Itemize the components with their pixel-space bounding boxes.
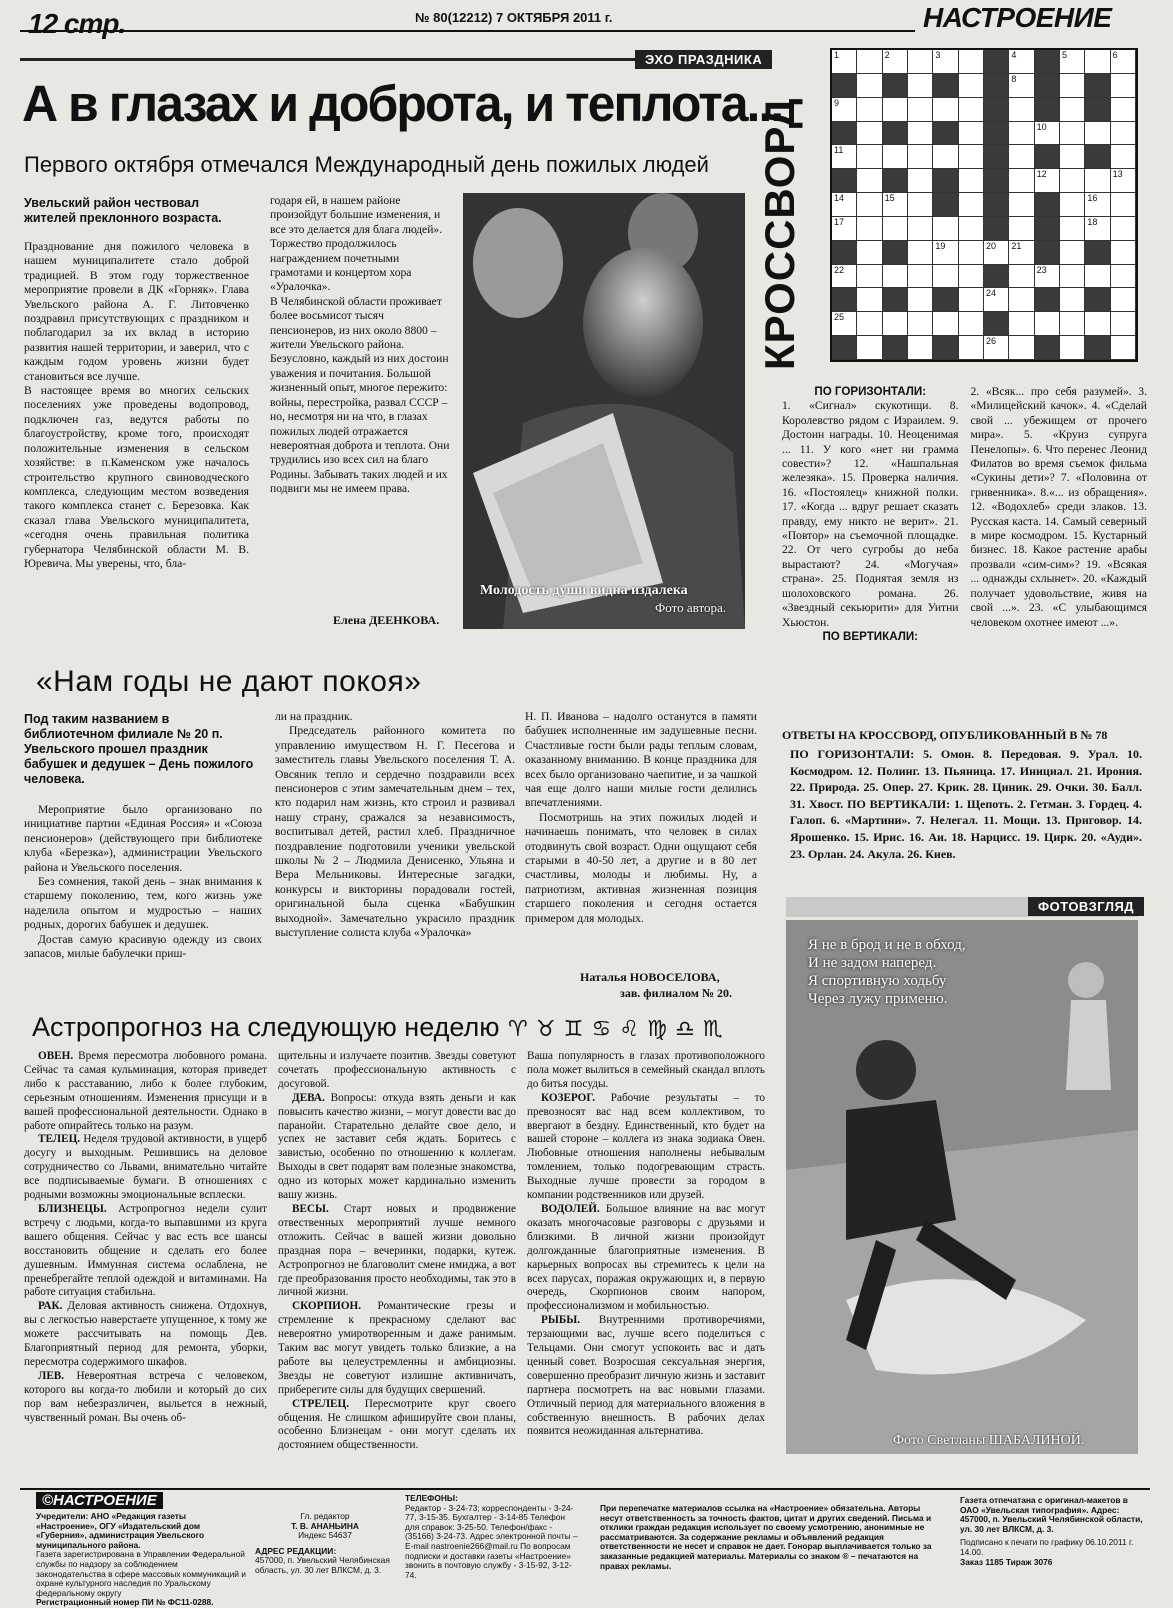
crossword-cell-number: 22 xyxy=(834,264,845,275)
crossword-cell[interactable] xyxy=(857,122,882,146)
crossword-cell[interactable] xyxy=(857,145,882,169)
crossword-cell[interactable] xyxy=(1060,265,1085,289)
crossword-cell[interactable] xyxy=(908,193,933,217)
crossword-cell[interactable] xyxy=(857,74,882,98)
crossword-cell[interactable] xyxy=(1111,288,1136,312)
crossword-cell-number: 4 xyxy=(1011,50,1017,60)
crossword-black-cell xyxy=(832,241,857,265)
crossword-cell[interactable] xyxy=(1009,288,1034,312)
crossword-cell[interactable] xyxy=(908,122,933,146)
footer-printed xyxy=(960,1496,1145,1567)
crossword-cell[interactable] xyxy=(908,98,933,122)
crossword-black-cell xyxy=(1085,241,1110,265)
crossword-cell[interactable] xyxy=(857,50,882,74)
crossword-cell[interactable] xyxy=(959,241,984,265)
crossword-cell[interactable] xyxy=(1060,288,1085,312)
crossword-black-cell xyxy=(1035,241,1060,265)
crossword-clues xyxy=(782,385,1147,644)
crossword-black-cell xyxy=(883,169,908,193)
zodiac-glyphs: ♈ ♉ ♊ ♋ ♌ ♍ ♎ ♏ xyxy=(508,1016,724,1041)
crossword-cell[interactable] xyxy=(1060,217,1085,241)
zodiac-sign-name: ОВЕН. xyxy=(38,1050,79,1062)
reg-number: Регистрационный номер ПИ № ФС11-0288. xyxy=(36,1597,214,1608)
photo2-credit: Фото Светланы ШАБАЛИНОЙ. xyxy=(893,1433,1085,1448)
crossword-cell[interactable] xyxy=(1111,193,1136,217)
crossword-black-cell xyxy=(984,193,1009,217)
page-number: 12 стр. xyxy=(28,8,126,39)
horoscope-text: Пересмотрите круг своего общения. Не слишком афишируйте свои планы, особенно Близнецам - они могут сделать их достоянием общественности. xyxy=(278,1397,516,1452)
crossword-black-cell xyxy=(984,50,1009,74)
crossword-cell-number: 19 xyxy=(935,240,946,251)
crossword-black-cell xyxy=(832,288,857,312)
paragraph: Посмотришь на этих пожилых людей и начинаешь понимать, что человек в силах отодвинуть свой возраст. Одни ощущают себя старыми в 40-50 лет, а другие и в 80 лет счастливы, молоды и любимы. Ну, а патриотизм, активная жизненная позиция старшего поколения и сегодня остается примером для молодых. xyxy=(525,810,757,925)
horoscope-text: Деловая активность снижена. Отдохнув, вы с легкостью наверстаете упущенное, к тому же можете рассчитывать на помощь Дев. Благоприятный период для ремонта, уборки, пересмотра содержимого шкафов. xyxy=(24,1300,268,1368)
crossword-cell[interactable] xyxy=(857,336,882,360)
crossword-cell[interactable] xyxy=(959,122,984,146)
zodiac-sign-name: СКОРПИОН. xyxy=(292,1300,378,1313)
crossword-cell[interactable] xyxy=(1009,74,1034,98)
zodiac-sign-name: ЛЕВ. xyxy=(38,1369,77,1382)
crossword-cell[interactable] xyxy=(832,50,857,74)
crossword-cell[interactable] xyxy=(933,145,958,169)
paragraph: годаря ей, в нашем районе произойдут большие изменения, и все это делается для блага людей». Торжество продолжилось награждением почетными грамотами и концертом хора «Уралочка». xyxy=(270,194,443,294)
across-title: ПО ГОРИЗОНТАЛИ: xyxy=(814,385,927,398)
horoscope-entry xyxy=(278,1300,516,1397)
crossword-cell[interactable] xyxy=(1060,241,1085,265)
crossword-black-cell xyxy=(933,336,958,360)
paragraph: Достав самую красивую одежду из своих запасов, милые бабулечки приш- xyxy=(24,932,262,961)
crossword-black-cell xyxy=(1085,288,1110,312)
crossword-cell[interactable] xyxy=(908,265,933,289)
address-label: АДРЕС РЕДАКЦИИ: xyxy=(255,1545,337,1556)
crossword-cell[interactable] xyxy=(883,98,908,122)
crossword-cell[interactable] xyxy=(933,50,958,74)
horoscope-entry xyxy=(527,1203,765,1314)
crossword-cell[interactable] xyxy=(883,145,908,169)
footer-phones xyxy=(405,1494,580,1580)
signed: Подписано к печати по графику 06.10.2011 г. 14.00. xyxy=(960,1537,1134,1557)
crossword-cell[interactable] xyxy=(1009,145,1034,169)
crossword-cell[interactable] xyxy=(857,169,882,193)
horoscope-text: щительны и излучаете позитив. Звезды советуют сочетать профессиональную активность с досуговой. xyxy=(278,1050,516,1090)
crossword-cell[interactable] xyxy=(1111,122,1136,146)
poem-line: И не задом наперед. xyxy=(808,955,937,971)
zodiac-sign-name: ДЕВА. xyxy=(292,1091,331,1104)
crossword-cell[interactable] xyxy=(1111,241,1136,265)
article2-col2 xyxy=(275,710,515,941)
crossword-cell[interactable] xyxy=(1035,169,1060,193)
crossword-black-cell xyxy=(933,122,958,146)
crossword-black-cell xyxy=(984,98,1009,122)
crossword-cell[interactable] xyxy=(1060,169,1085,193)
horoscope-text: Астропрогноз недели сулит встречу с людьми, когда-то выпавшими из круга вашего общения. Сейчас у вас есть все шансы восстановить общение и сделать его более душевным. Иммунная система ослаблена, не пренебрегайте теплой одеждой и витаминами. На работе ситуация стабильна. xyxy=(24,1202,267,1299)
horoscope-entry xyxy=(24,1300,267,1370)
crossword-black-cell xyxy=(1035,288,1060,312)
printed: Газета отпечатана с оригинал-макетов в ОАО «Увельская типография». Адрес: 457000, п. Увельский Челябинской области, ул. 30 лет ВЛКСМ, д. 3. xyxy=(960,1495,1143,1534)
horoscope-col3 xyxy=(527,1050,765,1439)
photo1-credit: Фото автора. xyxy=(655,600,726,615)
founders: Учредители: АНО «Редакция газеты «Настроение», ОГУ «Издательский дом «Губерния», администрация Увельского муниципального района. xyxy=(36,1511,205,1550)
crossword-cell[interactable] xyxy=(1060,312,1085,336)
crossword-cell-number: 15 xyxy=(884,193,895,204)
crossword-cell[interactable] xyxy=(1060,98,1085,122)
crossword-black-cell xyxy=(984,265,1009,289)
crossword-black-cell xyxy=(1085,336,1110,360)
crossword-black-cell xyxy=(883,241,908,265)
crossword-cell[interactable] xyxy=(908,288,933,312)
section-tag-echo: ЭХО ПРАЗДНИКА xyxy=(635,50,772,69)
crossword-cell-number: 8 xyxy=(1011,73,1017,84)
crossword-black-cell xyxy=(883,336,908,360)
index: Индекс 54637 xyxy=(298,1530,352,1541)
crossword-black-cell xyxy=(933,74,958,98)
crossword-cell[interactable] xyxy=(1035,265,1060,289)
zodiac-sign-name: СТРЕЛЕЦ. xyxy=(292,1397,365,1410)
horoscope-text: Внутренними противоречиями, терзающими вас, лучше всего поделиться с Тельцами. Они смогут успокоить вас и дать ценный совет. Возросшая сексуальная энергия, совершенно преобразит личную жизнь и заставит партнера посмотреть на вас новыми глазами. Отличный период для материального вложения в собственную внешность. В рабочих делах появится неожиданная альтернатива. xyxy=(527,1314,766,1438)
crossword-cell[interactable] xyxy=(908,217,933,241)
footer-reprint: При перепечатке материалов ссылка на «Настроение» обязательна. Авторы несут ответственность за точность фактов, цитат и других сведений. Письма и отклики граждан редакция использует по своему усмотрению, анонимные не рассматриваются. За содержание рекламы и объявлений редакция ответственности не несет и справок не дает. Гонорар выплачивается только за заказанные редакцией материалы. Материалы со знаком ® – печатаются на правах рекламы. xyxy=(600,1503,932,1571)
crossword-cell[interactable] xyxy=(1009,98,1034,122)
horoscope-text: Большое влияние на вас могут оказать многочасовые разговоры с друзьями и близкими. В личной жизни произойдут долгожданные благоприятные изменения. В карьерных вопросах вы стремитесь к цели на всех парусах, поражая окружающих и, в первую очередь, Скорпионов своим напором, профессионализмом и мобильностью. xyxy=(527,1202,766,1313)
footer-logo: ©НАСТРОЕНИЕ xyxy=(36,1492,163,1509)
crossword-black-cell xyxy=(1035,74,1060,98)
horoscope-text: Старт новых и продвижение отвественных мероприятий лучше немного отложить. Сейчас в вашей жизни довольно праздная пора – вечеринки, подарки, кутеж. Астропрогноз не благоволит смене имиджа, а вот где преобразования просто необходимы, так это в личной жизни. xyxy=(278,1202,516,1299)
crossword-cell-number: 9 xyxy=(834,97,840,108)
crossword-black-cell xyxy=(1085,98,1110,122)
crossword-cell-number: 1 xyxy=(834,50,840,60)
article1-col2 xyxy=(270,194,450,497)
crossword-cell[interactable] xyxy=(1111,312,1136,336)
crossword-cell[interactable] xyxy=(1009,241,1034,265)
crossword-black-cell xyxy=(883,288,908,312)
address: 457000, п. Увельский Челябинская область, ул. 30 лет ВЛКСМ, д. 3. xyxy=(255,1555,390,1575)
horoscope-entry xyxy=(24,1203,267,1300)
crossword-cell[interactable] xyxy=(959,74,984,98)
crossword-cell[interactable] xyxy=(908,312,933,336)
crossword-cell[interactable] xyxy=(984,288,1009,312)
crossword-black-cell xyxy=(832,336,857,360)
zodiac-sign-name: КОЗЕРОГ. xyxy=(541,1091,611,1104)
crossword-cell[interactable] xyxy=(832,265,857,289)
crossword-cell[interactable] xyxy=(959,98,984,122)
crossword-black-cell xyxy=(984,74,1009,98)
crossword-cell[interactable] xyxy=(1111,265,1136,289)
photo-elderly-woman-image xyxy=(463,193,745,629)
horoscope-text: Ваша популярность в глазах противоположного пола может вылиться в семейный скандал вплоть до битья посуды. xyxy=(527,1050,765,1090)
crossword-black-cell xyxy=(883,122,908,146)
crossword-cell[interactable] xyxy=(883,312,908,336)
footer-founders xyxy=(36,1512,246,1608)
zodiac-sign-name: РЫБЫ. xyxy=(541,1314,599,1327)
across-clues: 1. «Сигнал» скукотищи. 8. Королевство рядом с Израилем. 9. Достоин награды. 10. Неоценимая ... 11. У кого «нет ни грамма совести»? 12. «Нашпальная железяка». 15. Проверка наличия. 16. «Постоялец» книжной полки. 17. «Когда ... вдруг решает сказать правду, ему никто не верит». 21. «Повтор» на съемочной площадке. 22. От чего сугробы до неба вырастают? 24. «Могучая» страна». 25. Поднятая земля из шолоховского романа. 26. «Звездный секьюрити» для Уитни Хьюстон. xyxy=(782,399,959,629)
registered: Газета зарегистрирована в Управлении Федеральной службы по надзору за соблюдением законодательства в сфере массовых коммуникаций и охране культурного наследия по Уральскому федеральному округу xyxy=(36,1549,246,1598)
crossword-vertical-title: КРОССВОРД xyxy=(756,97,803,370)
crossword-cell-number: 20 xyxy=(986,240,997,251)
crossword-cell[interactable] xyxy=(959,312,984,336)
crossword-black-cell xyxy=(1085,74,1110,98)
crossword-black-cell xyxy=(984,169,1009,193)
paragraph: В Челябинской области проживает более восьмисот тысяч пенсионеров, из них около 8800 – жители Увельского района. Безусловно, каждый из них достоин уважения и почитания. Большой жизненный опыт, многое пережито: войны, перестройка, развал СССР – но, несмотря ни на что, в глазах пожилых людей отражается невероятная доброта и теплота. Они трудились изо всех сил на благо Родины. Забывать таких людей и их подвиги мы не имеем права. xyxy=(270,294,450,496)
crossword-cell[interactable] xyxy=(984,336,1009,360)
phones-label: ТЕЛЕФОНЫ: xyxy=(405,1493,458,1503)
crossword-cell[interactable] xyxy=(1085,193,1110,217)
crossword-cell[interactable] xyxy=(1009,122,1034,146)
crossword-black-cell xyxy=(984,312,1009,336)
crossword-black-cell xyxy=(984,217,1009,241)
crossword-cell[interactable] xyxy=(857,217,882,241)
horoscope-entry xyxy=(278,1092,516,1203)
crossword-cell[interactable] xyxy=(883,265,908,289)
crossword-cell[interactable] xyxy=(959,265,984,289)
crossword-cell[interactable] xyxy=(1111,336,1136,360)
zodiac-sign-name: ВОДОЛЕЙ. xyxy=(541,1202,606,1215)
crossword-cell[interactable] xyxy=(984,241,1009,265)
horoscope-entry xyxy=(278,1203,516,1300)
crossword-black-cell xyxy=(883,74,908,98)
crossword-cell[interactable] xyxy=(1060,122,1085,146)
crossword-black-cell xyxy=(832,122,857,146)
crossword-grid xyxy=(830,48,1138,362)
crossword-cell[interactable] xyxy=(832,217,857,241)
article2-col3 xyxy=(525,710,757,926)
crossword-cell[interactable] xyxy=(857,312,882,336)
crossword-cell[interactable] xyxy=(1060,336,1085,360)
paragraph: Н. П. Иванова – надолго останутся в памяти бабушек исполненные им задушевные песни. Счастливые гости были рады теплым словам, оказанному вниманию. В конце праздника для всех было организовано чаепитие, и за чашкой чая еще долго наши милые гости делились впечатлениями. xyxy=(525,710,757,810)
article2-title: «Нам годы не дают покоя» xyxy=(36,665,422,698)
editor-label: Гл. редактор xyxy=(300,1511,350,1521)
article2-lead: Под таким названием в библиотечном филиале № 20 п. Увельского прошел праздник бабушек и дедушек – День пожилого человека. xyxy=(24,712,254,786)
crossword-cell[interactable] xyxy=(1009,217,1034,241)
horoscope-entry xyxy=(278,1050,516,1092)
horoscope-text: Вопросы: откуда взять деньги и как повысить качество жизни, – могут довести вас до паранойи. Старательно делайте свое дело, и успех не заставит себя ждать. Боритесь с завистью, особенно по отношению к коллегам. Выходы в свет подарят вам полезные знакомства, одно из которых может кардинально изменить вашу жизнь. xyxy=(278,1091,516,1202)
poem-line: Я не в брод и не в обход, xyxy=(808,937,966,953)
crossword-cell[interactable] xyxy=(908,169,933,193)
crossword-cell[interactable] xyxy=(1085,169,1110,193)
photo1-caption: Молодость души видна издалека xyxy=(480,583,688,598)
horoscope-entry xyxy=(527,1050,765,1092)
crossword-cell-number: 18 xyxy=(1087,216,1098,227)
crossword-cell[interactable] xyxy=(1009,336,1034,360)
article2-author: Наталья НОВОСЕЛОВА, xyxy=(580,970,720,984)
crossword-cell[interactable] xyxy=(908,336,933,360)
crossword-cell[interactable] xyxy=(1111,145,1136,169)
footer-editor xyxy=(255,1512,395,1576)
horoscope-entry xyxy=(24,1370,267,1426)
horoscope-entry xyxy=(527,1314,765,1439)
crossword-cell-number: 6 xyxy=(1112,50,1118,60)
crossword-black-cell xyxy=(1035,145,1060,169)
article1-title: А в глазах и доброта, и теплота... xyxy=(22,75,783,132)
crossword-cell[interactable] xyxy=(857,288,882,312)
crossword-cell[interactable] xyxy=(1085,122,1110,146)
zodiac-sign-name: БЛИЗНЕЦЫ. xyxy=(38,1202,119,1215)
horoscope-entry xyxy=(24,1133,267,1203)
crossword-cell[interactable] xyxy=(1085,312,1110,336)
article1-author: Елена ДЕЕНКОВА. xyxy=(333,613,440,627)
crossword-cell[interactable] xyxy=(1009,265,1034,289)
crossword-cell-number: 3 xyxy=(935,50,941,60)
crossword-cell[interactable] xyxy=(1009,193,1034,217)
zodiac-sign-name: ВЕСЫ. xyxy=(292,1202,344,1215)
crossword-cell[interactable] xyxy=(1111,74,1136,98)
crossword-cell[interactable] xyxy=(908,74,933,98)
crossword-cell[interactable] xyxy=(1111,169,1136,193)
article2-author-role: зав. филиалом № 20. xyxy=(620,986,733,1000)
crossword-black-cell xyxy=(1035,98,1060,122)
crossword-cell[interactable] xyxy=(1009,50,1034,74)
crossword-cell[interactable] xyxy=(832,98,857,122)
crossword-cell[interactable] xyxy=(832,145,857,169)
horoscope-col1 xyxy=(24,1050,267,1425)
crossword-cell[interactable] xyxy=(959,145,984,169)
crossword-cell[interactable] xyxy=(959,336,984,360)
crossword-cell[interactable] xyxy=(832,193,857,217)
crossword-black-cell xyxy=(1035,217,1060,241)
crossword-cell[interactable] xyxy=(1085,265,1110,289)
crossword-cell[interactable] xyxy=(883,193,908,217)
crossword-cell[interactable] xyxy=(959,193,984,217)
crossword-cell[interactable] xyxy=(1035,312,1060,336)
crossword-cell[interactable] xyxy=(1111,98,1136,122)
crossword-cell-number: 10 xyxy=(1036,121,1047,132)
answers-text: ПО ГОРИЗОНТАЛИ: 5. Омон. 8. Передовая. 9. Урал. 10. Космодром. 12. Полинг. 13. Пьяница. 17. Инициал. 21. Ирония. 22. Природа. 25. Опер. 27. Крик. 28. Циник. 29. Очки. 30. Балл. 31. Хвост. ПО ВЕРТИКАЛИ: 1. Щепоть. 2. Гетман. 3. Гордец. 4. Галоп. 6. «Мартини». 7. Нелегал. 11. Мощи. 13. Приговор. 14. Ярошенко. 15. Ирис. 16. Аи. 18. Нарцисс. 19. Цирк. 20. «Ауди». 23. Орлан. 24. Акула. 26. Киев. xyxy=(790,747,1142,861)
crossword-cell-number: 21 xyxy=(1011,240,1022,251)
paragraph: Мероприятие было организовано по инициативе партии «Единая Россия» и «Союза пенсионеров» (действующего при библиотеке клуба «Березка»), администрации Увельского района и Увельского поселения. xyxy=(24,803,262,874)
crossword-cell[interactable] xyxy=(883,50,908,74)
crossword-cell[interactable] xyxy=(959,288,984,312)
section-tag-photo: ФОТОВЗГЛЯД xyxy=(1028,897,1144,916)
horoscope-entry xyxy=(527,1092,765,1203)
crossword-cell[interactable] xyxy=(1085,217,1110,241)
horoscope-text: Неделя трудовой активности, в ущерб досугу и выходным. Решившись на деловое сотрудничество со Львами, внимательно читайте все подписываемые бумаги. В отношениях с родными возможны эмоциональные всплески. xyxy=(24,1133,267,1202)
crossword-cell[interactable] xyxy=(1009,169,1034,193)
crossword-black-cell xyxy=(933,193,958,217)
crossword-cell[interactable] xyxy=(1060,74,1085,98)
crossword-cell[interactable] xyxy=(832,312,857,336)
crossword-black-cell xyxy=(933,288,958,312)
crossword-cell-number: 17 xyxy=(834,216,845,227)
crossword-black-cell xyxy=(1085,145,1110,169)
crossword-black-cell xyxy=(933,169,958,193)
answers-title: ОТВЕТЫ НА КРОССВОРД, ОПУБЛИКОВАННЫЙ В № 78 xyxy=(782,728,1108,742)
crossword-cell[interactable] xyxy=(1085,50,1110,74)
crossword-cell-number: 24 xyxy=(986,288,997,299)
horoscope-text: Романтические грезы и стремление к прекрасному сделают вас невероятно умиротворенным и даже ранимым. Таким вас могут увидеть только близкие, а на работе вы целеустремленны и амбициозны. Звезды не советуют излишне активничать, приберегите силы для будущих свершений. xyxy=(278,1300,516,1396)
crossword-cell-number: 14 xyxy=(834,193,845,204)
crossword-cell[interactable] xyxy=(959,50,984,74)
paragraph: Без сомнения, такой день – знак внимания к старшему поколению, тем, кого жизнь уже наделила опытом и мудростью – наших родных, дорогих бабушек и дедушек. xyxy=(24,875,262,932)
issue-number: № 80(12212) 7 ОКТЯБРЯ 2011 г. xyxy=(415,10,613,25)
crossword-cell[interactable] xyxy=(857,241,882,265)
crossword-cell[interactable] xyxy=(959,217,984,241)
photo-elderly-woman xyxy=(463,193,745,629)
crossword-cell[interactable] xyxy=(1035,122,1060,146)
paragraph: ли на праздник. xyxy=(275,710,353,723)
crossword-cell[interactable] xyxy=(1060,145,1085,169)
crossword-cell[interactable] xyxy=(908,50,933,74)
crossword-cell[interactable] xyxy=(933,241,958,265)
crossword-black-cell xyxy=(1035,50,1060,74)
down-title: ПО ВЕРТИКАЛИ: xyxy=(822,629,919,643)
article1-subtitle: Первого октября отмечался Международный день пожилых людей xyxy=(24,152,709,177)
down-clues: 2. «Всяк... про себя разумей». 3. «Милицейский качок». 4. «Сделай свой ... убежищем от прочего мира». 5. «Круиз супруга Пенелопы». 6. Что перенес Леонид Филатов во время съемок фильма «Сукины дети»? 7. «Половина от гривенника». 8.«... из обращения». 12. «Водохлеб» среди злаков. 13. Русская каста. 14. Самый северный в мире космодром. 15. Кустарный бизнес. 18. Какое растение арабы прозвали «сим-сим»? 19. «Всякая ... однажды схлынет». 20. «Каждый получает удовольствие, живя на свой ...». 23. «С улыбающимся человеком охотнее имеют ...». xyxy=(970,385,1147,629)
crossword-cell[interactable] xyxy=(908,241,933,265)
photo2-poem xyxy=(808,936,966,1008)
crossword-cell-number: 12 xyxy=(1036,169,1047,180)
crossword-cell-number: 26 xyxy=(986,336,997,347)
crossword-black-cell xyxy=(1035,193,1060,217)
footer-rule xyxy=(20,1488,1150,1490)
crossword-cell[interactable] xyxy=(933,312,958,336)
crossword-black-cell xyxy=(984,145,1009,169)
order: Заказ 1185 Тираж 3076 xyxy=(960,1556,1053,1567)
article2-col1 xyxy=(24,803,262,961)
phones: Редактор - 3-24-73; корреспонденты - 3-24-77, 3-15-35. Бухгалтер - 3-14-85 Телефон для справок: 3-25-50. Телефон/факс - (35166) 3-24-73. Адрес электронной почты – E-mail nastroenie266@mail.ru По вопросам подписки и доставки газеты «Настроение» звонить в почтовую службу - 3-15-92, 3-12-74. xyxy=(405,1502,578,1580)
crossword-cell[interactable] xyxy=(857,193,882,217)
horoscope-entry xyxy=(24,1050,267,1133)
crossword-cell-number: 2 xyxy=(884,50,890,60)
crossword-cell[interactable] xyxy=(908,145,933,169)
crossword-cell[interactable] xyxy=(933,98,958,122)
article1-col1 xyxy=(24,240,249,571)
rule-article1 xyxy=(20,58,635,61)
crossword-cell[interactable] xyxy=(857,98,882,122)
horoscope-title: Астропрогноз на следующую неделю xyxy=(32,1012,500,1042)
crossword-cell-number: 5 xyxy=(1062,50,1068,60)
crossword-cell-number: 16 xyxy=(1087,193,1098,204)
crossword-cell-number: 25 xyxy=(834,312,845,323)
article1-lead: Увельский район чествовал жителей преклонного возраста. xyxy=(24,196,222,225)
editor-name: Т. В. АНАНЬИНА xyxy=(291,1520,359,1531)
crossword-cell[interactable] xyxy=(1111,50,1136,74)
zodiac-sign-name: РАК. xyxy=(38,1300,68,1313)
poem-line: Через лужу применю. xyxy=(808,991,948,1007)
zodiac-sign-name: ТЕЛЕЦ. xyxy=(38,1133,84,1146)
horoscope-text: Рабочие результаты – то превозносят вас над всем коллективом, то ввергают в бездну. Единственный, кто будет на вашей стороне – коллега из знака зодиака Овен. Любовные отношения наполнены небывалым томлением, только подогревающим страсть. Выходные лучше провести за городом в компании родственников или друзей. xyxy=(527,1091,765,1202)
crossword-cell-number: 13 xyxy=(1112,169,1123,180)
header-rule xyxy=(20,30,915,32)
paragraph: Председатель районного комитета по управлению имуществом Н. Г. Песегова и заместитель главы Увельского поселения Т. А. Овсяник тепло и сердечно поздравили всех пенсионеров с этим замечательным днем – тех, кто подарил нам жизнь, кто строил и развивал нашу страну, сражался за независимость, воспитывал детей, растил хлеб. Праздничное поздравление подготовили ученики увельской школы № 2 – Людмила Денисенко, Ульяна и Вера Мельниковы. Интересные загадки, конкурсы и викторины порадовали гостей, оригинальной была сценка «Бабушкин выходной». Замечательно украсило праздник выступление солиста клуба «Уралочка» xyxy=(275,724,515,940)
crossword-cell[interactable] xyxy=(1111,217,1136,241)
crossword-cell[interactable] xyxy=(959,169,984,193)
poem-line: Я спортивную ходьбу xyxy=(808,973,947,989)
horoscope-text: Время пересмотра любовного романа. Сейчас та самая кульминация, которая приведет либо к расставанию, либо к более глубоким, серьезным отношениям. Изменения присущи и в вашей профессиональной деятельности. Однако в работе опирайтесь только на разум. xyxy=(24,1050,267,1132)
crossword-cell-number: 23 xyxy=(1036,264,1047,275)
crossword-cell[interactable] xyxy=(933,265,958,289)
horoscope-entry xyxy=(278,1398,516,1454)
crossword-cell-number: 11 xyxy=(834,145,844,156)
paragraph: В настоящее время во многих сельских поселениях уже проведены водопровод, подключен газ, ведутся работы по благоустройству, кроме того, происходят положительные изменения в сельском хозяйстве: в п.Каменском уже началось строительство крупного свиноводческого комплекса, следующим местом возведения такого комплекса станет с. Березовка. Как сказал глава Увельского муниципалитета, «сегодня очень правильная политика губернатора Челябинской области М. В. Юревича. Мы уверены, что, бла- xyxy=(24,384,249,570)
paper-name: НАСТРОЕНИЕ xyxy=(923,2,1112,33)
crossword-cell[interactable] xyxy=(1009,312,1034,336)
paragraph: Празднование дня пожилого человека в нашем муниципалитете стало доброй традицией. В этом году торжественное мероприятие провели в ДК «Горняк». Глава Увельского района А. Г. Литовченко поздравил присутствующих с праздником и поблагодарил за их вклад в историю развития нашей территории, и заверил, что с каждым годом уровень жизни будет становиться все лучше. xyxy=(24,240,249,383)
crossword-black-cell xyxy=(984,122,1009,146)
horoscope-text: Невероятная встреча с человеком, которого вы когда-то любили и который до сих пор вам небезразличен, выльется в нежный, чувственный роман. Вы очень об- xyxy=(24,1369,267,1424)
horoscope-col2 xyxy=(278,1050,516,1453)
crossword-cell[interactable] xyxy=(933,217,958,241)
crossword-cell[interactable] xyxy=(883,217,908,241)
crossword-cell[interactable] xyxy=(1060,193,1085,217)
crossword-cell[interactable] xyxy=(1060,50,1085,74)
crossword-cell[interactable] xyxy=(857,265,882,289)
crossword-black-cell xyxy=(832,74,857,98)
crossword-black-cell xyxy=(1035,336,1060,360)
crossword-black-cell xyxy=(832,169,857,193)
